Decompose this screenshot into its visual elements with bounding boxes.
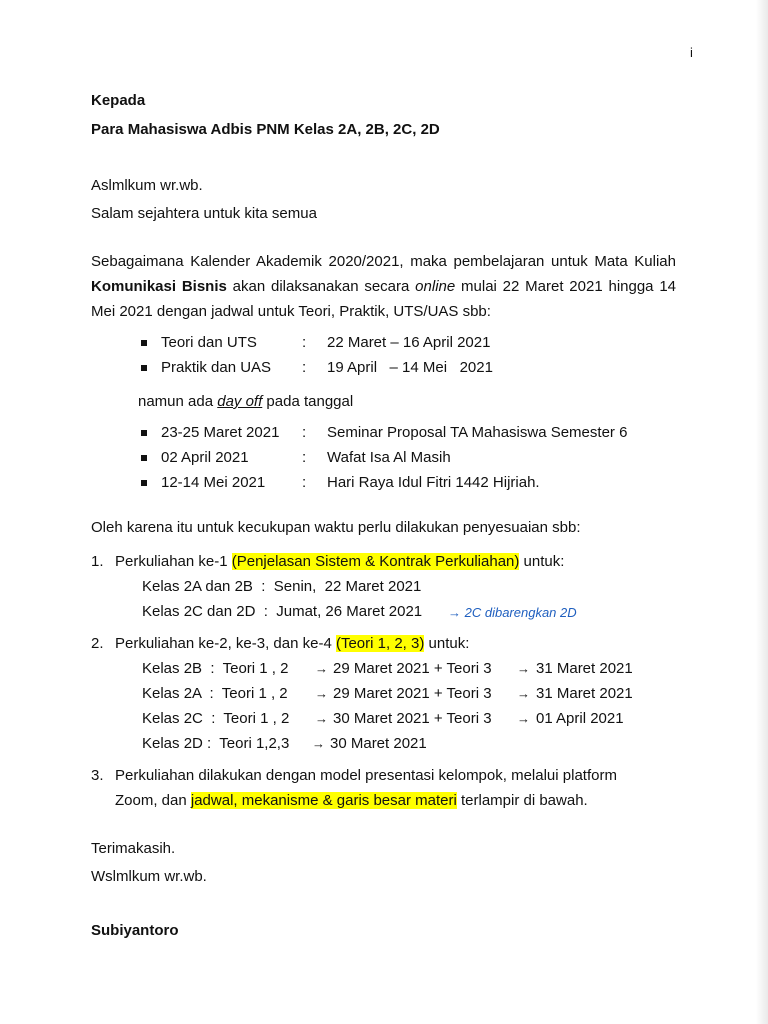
bullet-square-icon: [141, 480, 147, 486]
item3-number: 3.: [91, 767, 104, 784]
schedule-sep: :: [302, 359, 307, 376]
item2-row-date2: 31 Maret 2021: [536, 685, 633, 702]
bullet-square-icon: [141, 455, 147, 461]
schedule-label: Praktik dan UAS: [161, 359, 272, 376]
dayoff-event: Seminar Proposal TA Mahasiswa Semester 6: [327, 424, 628, 441]
page-number: i: [690, 45, 693, 60]
item1-number: 1.: [91, 553, 104, 570]
arrow-right-icon: →: [517, 711, 530, 726]
item2-row-date: 29 Maret 2021 + Teori 3: [333, 685, 492, 702]
item2-highlight: (Teori 1, 2, 3): [335, 635, 425, 652]
item2-heading: Perkuliahan ke-2, ke-3, dan ke-4 (Teori 1, 2, 3) untuk:: [115, 635, 470, 652]
schedule-value: 22 Maret – 16 April 2021: [327, 334, 491, 351]
schedule-sep: :: [302, 334, 307, 351]
item2-row-class: Kelas 2C : Teori 1 , 2: [142, 710, 290, 727]
page-edge-shadow: [756, 0, 768, 1024]
intro-paragraph: Sebagaimana Kalender Akademik 2020/2021, maka pembelajaran untuk Mata Kuliah Komunikasi Bisnis akan dilaksanakan secara online mulai 22 Maret 2021 hingga 14 Mei 2021 dengan jadwal untuk Teori, Praktik, UTS/UAS sbb:: [91, 253, 677, 320]
arrow-right-icon: →: [315, 686, 328, 701]
dayoff-event: Wafat Isa Al Masih: [327, 449, 451, 466]
arrow-right-icon: →: [312, 736, 325, 751]
item1-line-a: Kelas 2A dan 2B : Senin, 22 Maret 2021: [142, 578, 422, 595]
closing-salam: Wslmlkum wr.wb.: [91, 868, 207, 885]
item2-row-date: 30 Maret 2021 + Teori 3: [333, 710, 492, 727]
arrow-right-icon: →: [315, 711, 328, 726]
item2-row-date2: 31 Maret 2021: [536, 660, 633, 677]
adjust-intro: Oleh karena itu untuk kecukupan waktu perlu dilakukan penyesuaian sbb:: [91, 519, 581, 536]
item2-row-date2: 01 April 2021: [536, 710, 624, 727]
item1-note: → 2C dibarengkan 2D: [448, 605, 577, 620]
recipients: Para Mahasiswa Adbis PNM Kelas 2A, 2B, 2C, 2D: [91, 121, 440, 138]
dayoff-sep: :: [302, 449, 307, 466]
schedule-value: 19 April – 14 Mei 2021: [327, 359, 493, 376]
bullet-square-icon: [141, 365, 147, 371]
dayoff-date: 12-14 Mei 2021: [161, 474, 266, 491]
item1-heading: Perkuliahan ke-1 (Penjelasan Sistem & Kontrak Perkuliahan) untuk:: [115, 553, 565, 570]
arrow-right-icon: →: [448, 605, 461, 620]
dayoff-date: 02 April 2021: [161, 449, 249, 466]
greeting-line1: Aslmlkum wr.wb.: [91, 177, 203, 194]
item2-last-class: Kelas 2D : Teori 1,2,3: [142, 735, 290, 752]
item2-row-class: Kelas 2A : Teori 1 , 2: [142, 685, 288, 702]
item3-highlight: jadwal, mekanisme & garis besar materi: [190, 792, 457, 809]
schedule-label: Teori dan UTS: [161, 334, 257, 351]
arrow-right-icon: →: [517, 686, 530, 701]
dayoff-sep: :: [302, 424, 307, 441]
item1-line-b: Kelas 2C dan 2D : Jumat, 26 Maret 2021: [142, 603, 423, 620]
item3-line1: Perkuliahan dilakukan dengan model presentasi kelompok, melalui platform: [115, 767, 617, 784]
arrow-right-icon: →: [517, 661, 530, 676]
greeting-line2: Salam sejahtera untuk kita semua: [91, 205, 317, 222]
item3-line2: Zoom, dan jadwal, mekanisme & garis besar materi terlampir di bawah.: [115, 792, 588, 809]
dayoff-event: Hari Raya Idul Fitri 1442 Hijriah.: [327, 474, 540, 491]
item2-row-class: Kelas 2B : Teori 1 , 2: [142, 660, 289, 677]
dayoff-intro: namun ada day off pada tanggal: [138, 393, 354, 410]
item1-highlight: (Penjelasan Sistem & Kontrak Perkuliahan): [231, 553, 520, 570]
dayoff-date: 23-25 Maret 2021: [161, 424, 280, 441]
to-label: Kepada: [91, 92, 146, 109]
arrow-right-icon: →: [315, 661, 328, 676]
bullet-square-icon: [141, 340, 147, 346]
item2-row-date: 29 Maret 2021 + Teori 3: [333, 660, 492, 677]
bullet-square-icon: [141, 430, 147, 436]
closing-thanks: Terimakasih.: [91, 840, 176, 857]
dayoff-sep: :: [302, 474, 307, 491]
item2-last-date: 30 Maret 2021: [330, 735, 427, 752]
item2-number: 2.: [91, 635, 104, 652]
course-name: Komunikasi Bisnis: [91, 278, 227, 295]
signature-name: Subiyantoro: [91, 922, 179, 939]
